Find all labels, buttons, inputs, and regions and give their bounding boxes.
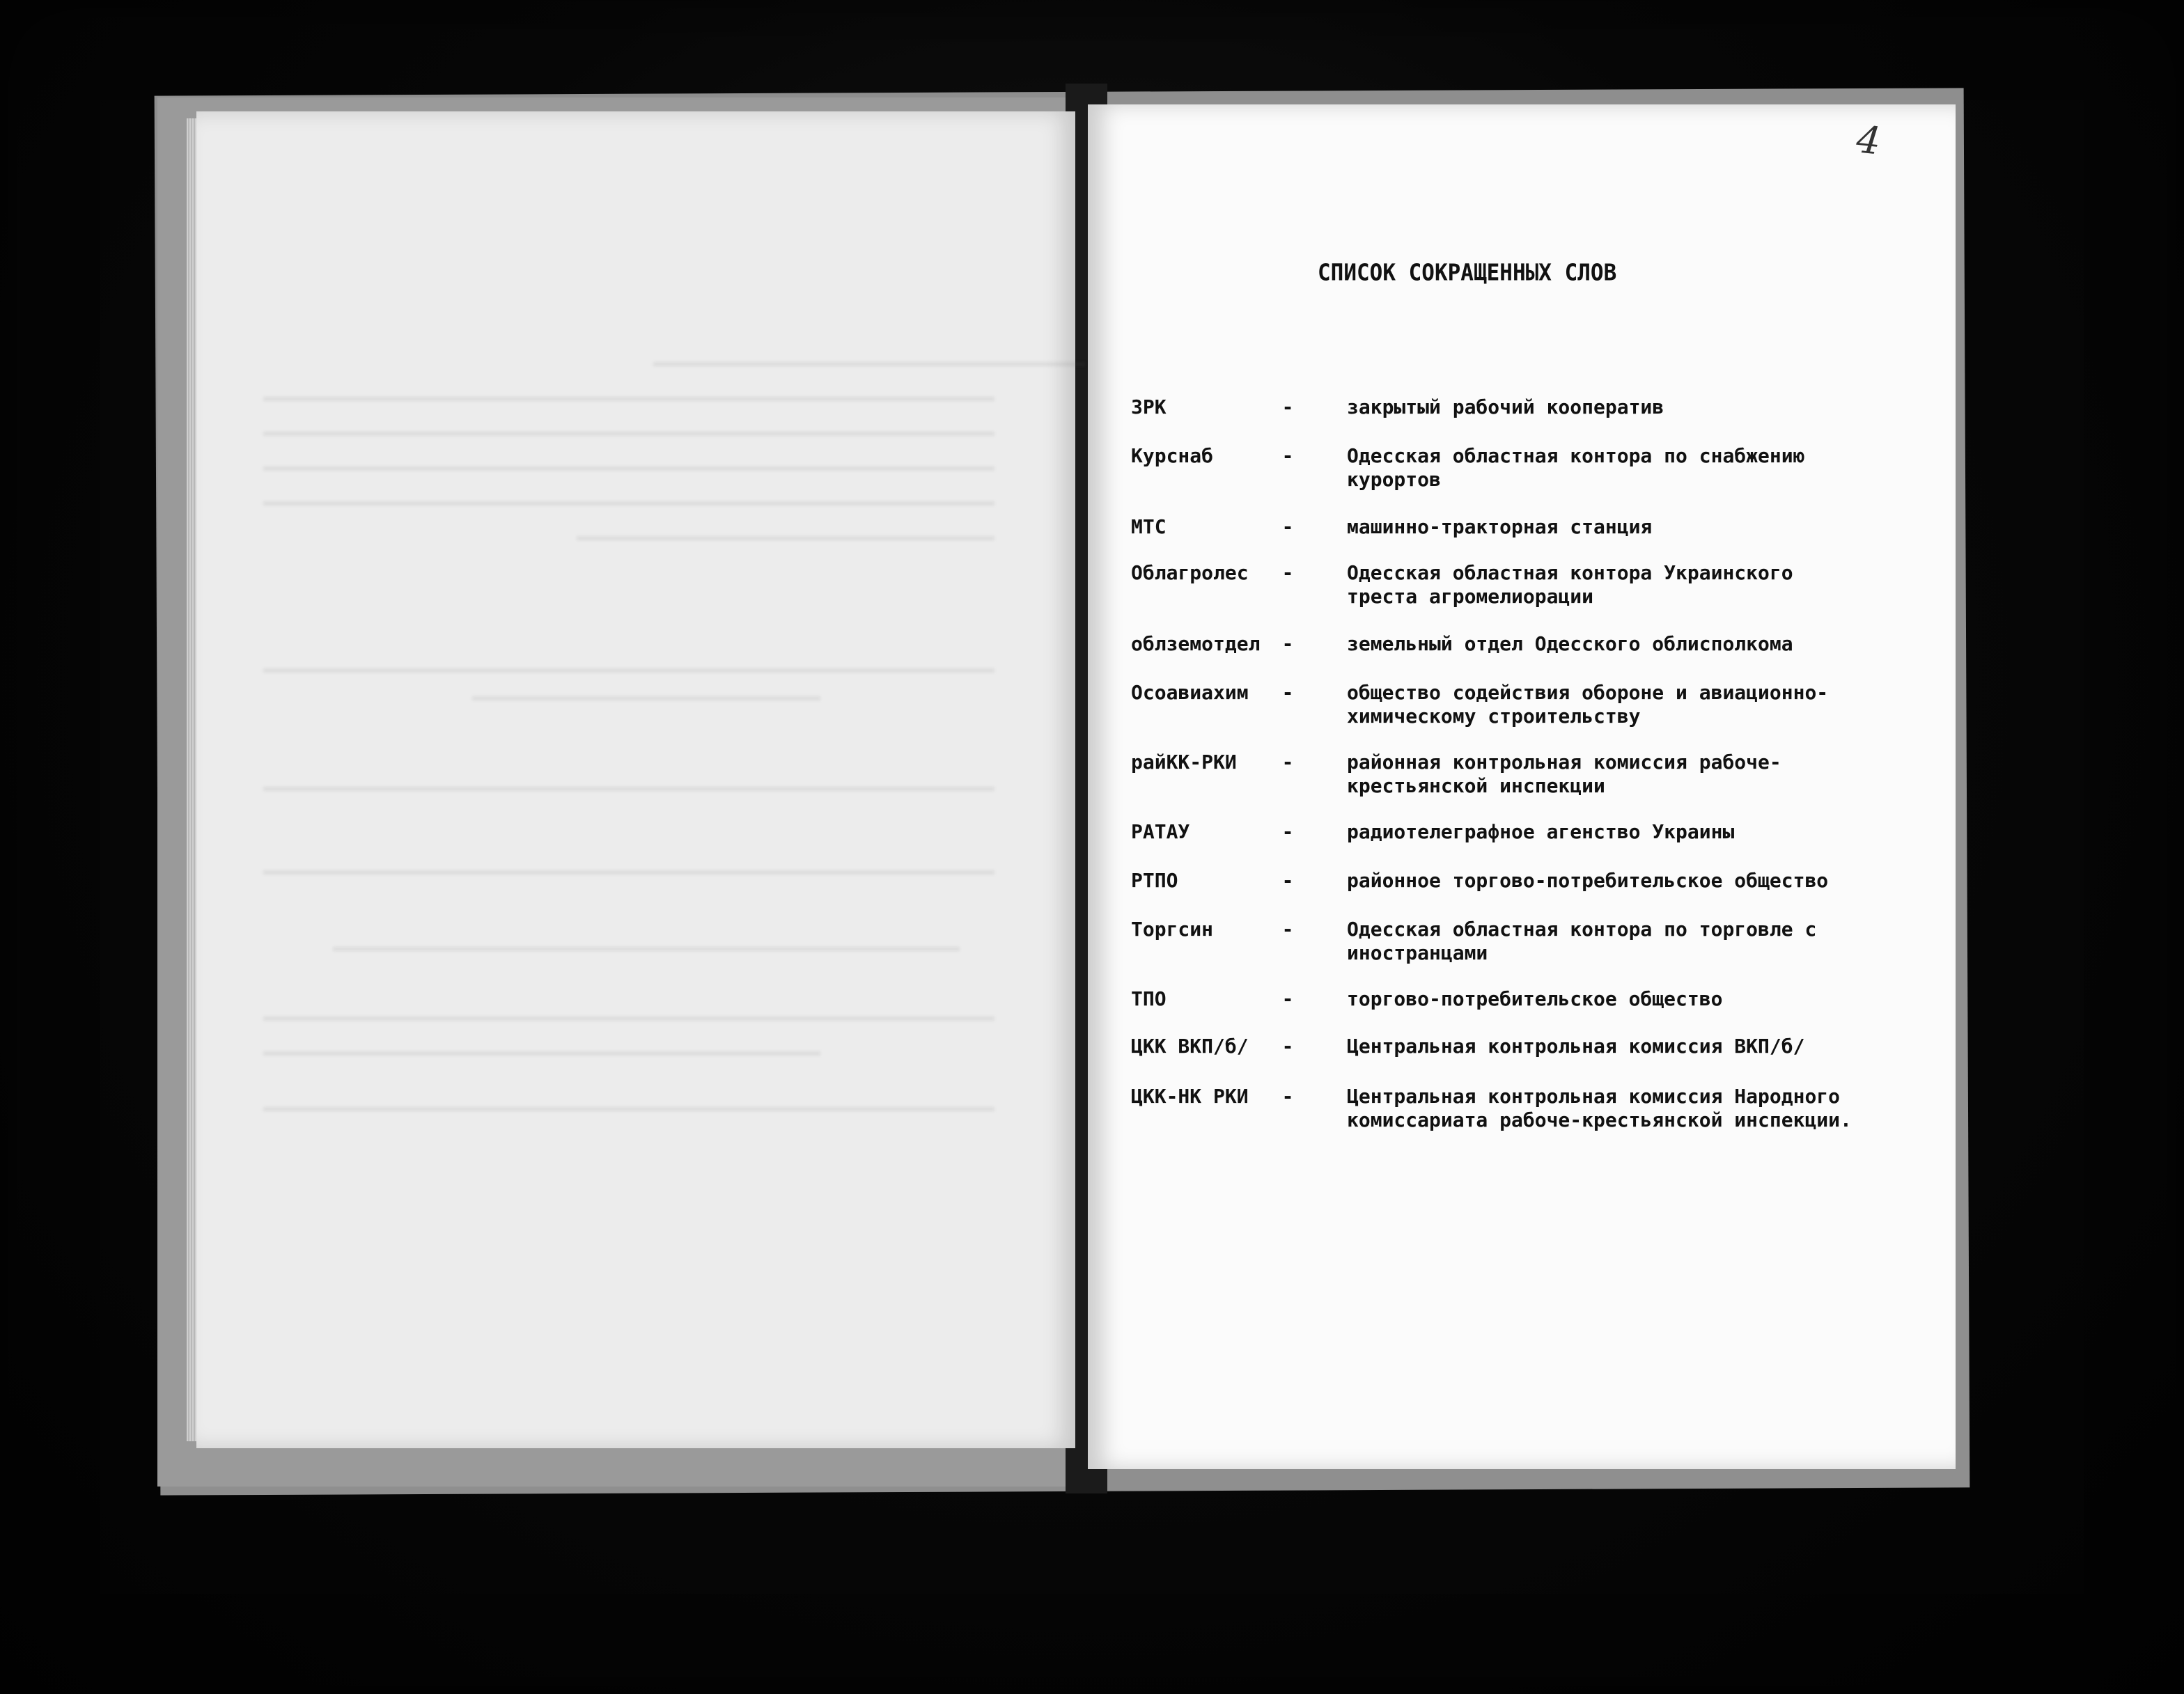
dash: - bbox=[1281, 515, 1294, 538]
dash: - bbox=[1281, 1085, 1294, 1108]
abbreviation-term: МТС bbox=[1131, 515, 1167, 538]
abbreviation-definition: Одесская областная контора по торговле с иностранцами bbox=[1347, 918, 1817, 964]
right-page bbox=[1088, 104, 1956, 1469]
bleed-through-text bbox=[263, 216, 1064, 1191]
dash: - bbox=[1281, 820, 1294, 843]
abbreviation-term: Торгсин bbox=[1131, 918, 1214, 941]
abbreviation-definition: радиотелеграфное агенство Украины bbox=[1347, 820, 1735, 843]
abbreviation-term: РАТАУ bbox=[1131, 820, 1190, 843]
page-title: СПИСОК СОКРАЩЕННЫХ СЛОВ bbox=[1318, 260, 1617, 286]
dash: - bbox=[1281, 987, 1294, 1010]
abbreviation-definition: торгово-потребительское общество bbox=[1347, 987, 1723, 1010]
dash: - bbox=[1281, 632, 1294, 655]
abbreviation-definition: машинно-тракторная станция bbox=[1347, 515, 1653, 538]
abbreviation-term: ЦКК ВКП/б/ bbox=[1131, 1035, 1249, 1058]
abbreviation-term: ТПО bbox=[1131, 987, 1167, 1010]
dash: - bbox=[1281, 869, 1294, 892]
abbreviation-definition: Одесская областная контора Украинского треста агромелиорации bbox=[1347, 561, 1793, 608]
abbreviation-definition: Центральная контрольная комиссия Народного комиссариата рабоче-крестьянской инспекции. bbox=[1347, 1085, 1852, 1131]
abbreviation-definition: районное торгово-потребительское общество bbox=[1347, 869, 1829, 892]
abbreviation-term: райКК-РКИ bbox=[1131, 751, 1237, 774]
dash: - bbox=[1281, 444, 1294, 467]
dash: - bbox=[1281, 681, 1294, 704]
dash: - bbox=[1281, 561, 1294, 584]
page-number: 4 bbox=[1854, 117, 1883, 164]
dash: - bbox=[1281, 395, 1294, 418]
left-page bbox=[196, 111, 1075, 1448]
abbreviation-term: ЗРК bbox=[1131, 395, 1167, 418]
dash: - bbox=[1281, 1035, 1294, 1058]
abbreviation-term: РТПО bbox=[1131, 869, 1178, 892]
abbreviation-definition: районная контрольная комиссия рабоче- крестьянской инспекции bbox=[1347, 751, 1781, 797]
abbreviation-term: Облагролес bbox=[1131, 561, 1249, 584]
abbreviation-definition: общество содействия обороне и авиационно- химическому строительству bbox=[1347, 681, 1829, 728]
abbreviation-definition: Одесская областная контора по снабжению курортов bbox=[1347, 444, 1805, 491]
dash: - bbox=[1281, 751, 1294, 774]
abbreviation-term: Осоавиахим bbox=[1131, 681, 1249, 704]
page-edges bbox=[187, 118, 196, 1441]
dash: - bbox=[1281, 918, 1294, 941]
abbreviation-term: Курснаб bbox=[1131, 444, 1214, 467]
abbreviation-definition: земельный отдел Одесского облисполкома bbox=[1347, 632, 1793, 655]
abbreviation-term: ЦКК-НК РКИ bbox=[1131, 1085, 1249, 1108]
abbreviation-term: облземотдел bbox=[1131, 632, 1261, 655]
abbreviation-definition: Центральная контрольная комиссия ВКП/б/ bbox=[1347, 1035, 1805, 1058]
abbreviation-definition: закрытый рабочий кооператив bbox=[1347, 395, 1664, 418]
